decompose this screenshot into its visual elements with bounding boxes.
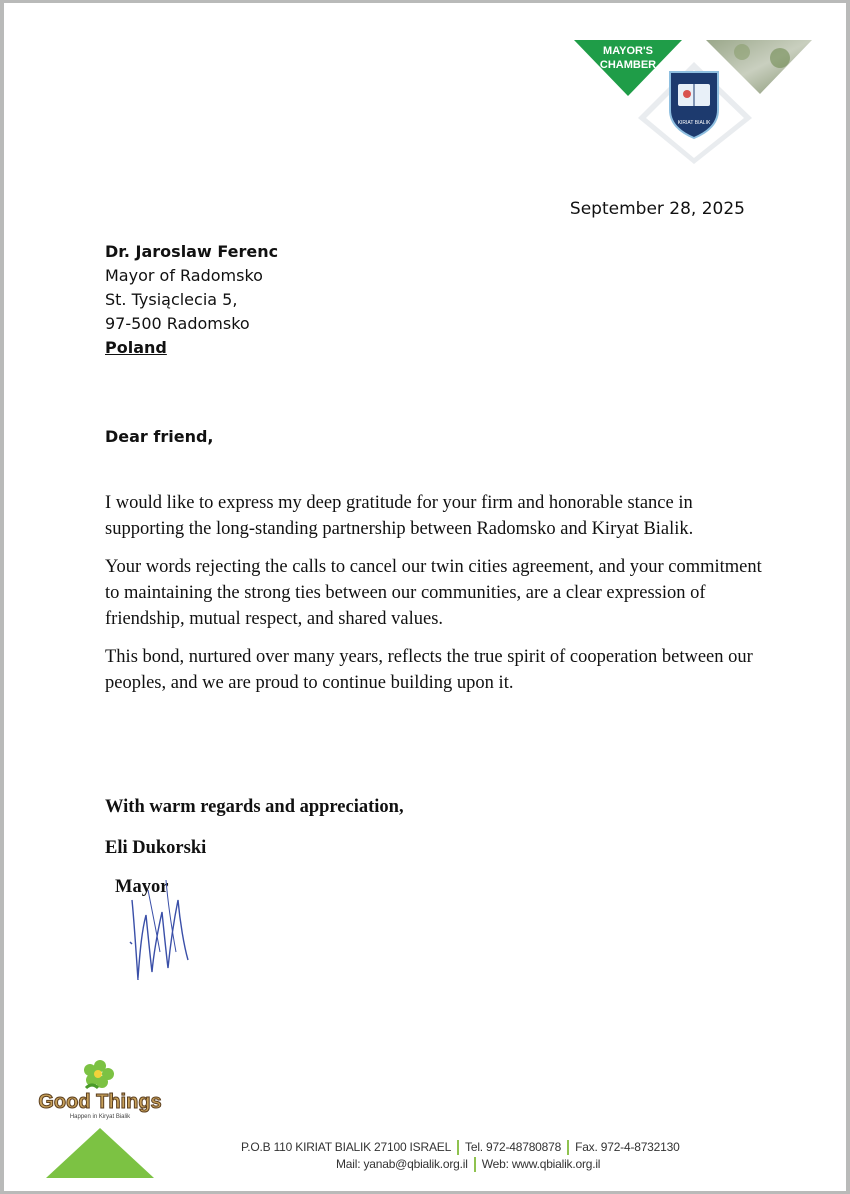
flower-icon	[84, 1060, 114, 1088]
footer-mail: Mail: yanab@qbialik.org.il	[336, 1157, 468, 1171]
footer-contact-line	[241, 1140, 680, 1155]
tree-photo-shape	[706, 40, 812, 94]
paragraph-2: Your words rejecting the calls to cancel our twin cities agreement, and your commitment to maintaining the strong ties between our communities, are a clear expression of friendship, mutual respect, and shared values.	[105, 557, 762, 629]
footer-tel: Tel. 972-48780878	[465, 1140, 562, 1154]
footer-web-line	[336, 1157, 600, 1172]
good-things-tagline: Happen in Kiryat Bialik	[69, 1114, 131, 1120]
logo-text-line1: MAYOR'S	[603, 45, 653, 57]
recipient-city: 97-500 Radomsko	[105, 314, 250, 333]
letter-date: September 28, 2025	[569, 199, 745, 219]
paragraph-3: This bond, nurtured over many years, reflects the true spirit of cooperation between our peoples, and we are proud to continue building upon it.	[105, 647, 753, 693]
footer-web: Web: www.qbialik.org.il	[481, 1157, 601, 1171]
good-things-logo	[30, 1058, 170, 1122]
footer-fax: Fax. 972-4-8732130	[575, 1140, 680, 1154]
logo-text-line2: CHAMBER	[599, 59, 657, 71]
recipient-title: Mayor of Radomsko	[105, 266, 263, 285]
signer-title: Mayor	[115, 877, 169, 897]
footer-green-triangle	[46, 1128, 154, 1178]
mayors-chamber-logo	[570, 38, 815, 166]
closing-line: With warm regards and appreciation,	[105, 797, 404, 817]
salutation: Dear friend,	[105, 427, 214, 446]
letter-body	[105, 490, 765, 708]
crest-text: KIRIAT BIALIK	[677, 120, 711, 126]
handwritten-signature	[118, 860, 198, 985]
footer-address: P.O.B 110 KIRIAT BIALIK 27100 ISRAEL	[241, 1140, 452, 1154]
signer-name: Eli Dukorski	[105, 838, 207, 858]
recipient-country: Poland	[105, 338, 167, 357]
paragraph-1: I would like to express my deep gratitude for your firm and honorable stance in supporting the long-standing partnership between Radomsko and Kiryat Bialik.	[105, 493, 694, 539]
good-things-text: Good Things	[38, 1091, 162, 1113]
recipient-address	[105, 240, 278, 360]
recipient-name: Dr. Jaroslaw Ferenc	[105, 242, 279, 261]
recipient-street: St. Tysiąclecia 5,	[105, 290, 238, 309]
